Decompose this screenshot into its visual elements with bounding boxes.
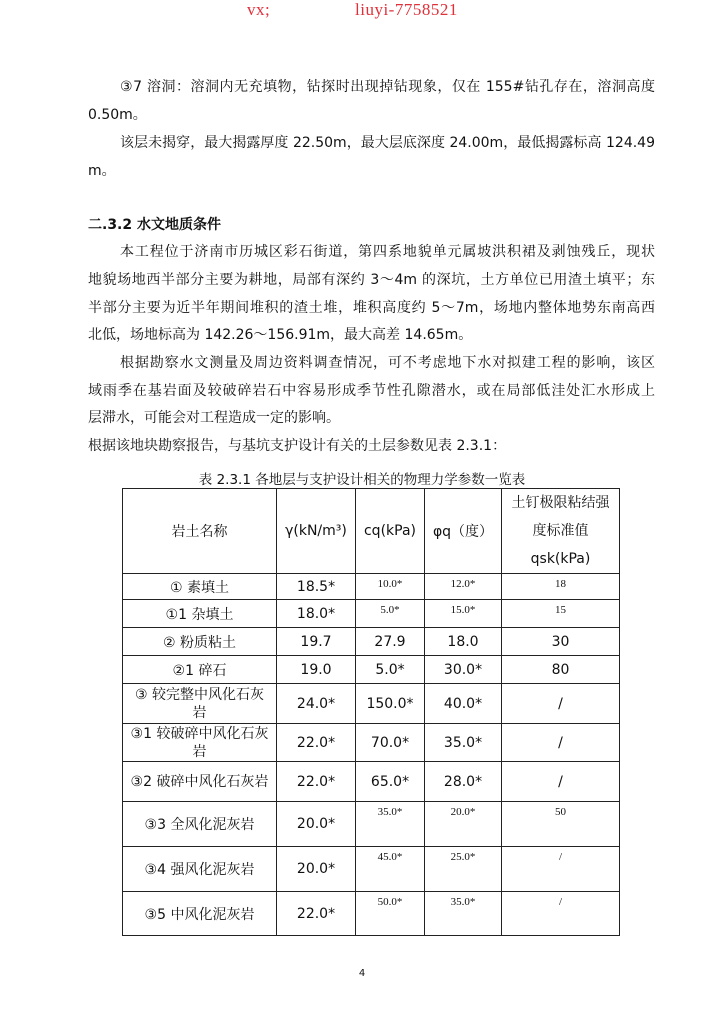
header-phi: φq（度） [425, 489, 502, 574]
cell-c: 150.0* [356, 684, 425, 724]
cell-phi: 18.0 [425, 628, 502, 656]
table-header-row [123, 489, 620, 574]
parameter-table [122, 488, 620, 936]
header-qsk [502, 489, 620, 574]
cell-phi: 28.0* [425, 762, 502, 802]
para-line: 0.50m。 [88, 107, 147, 123]
cell-name: ③4 强风化泥灰岩 [123, 847, 277, 892]
cell-name: ③1 较破碎中风化石灰岩 [123, 724, 277, 762]
cell-gamma: 19.0 [277, 656, 356, 684]
cell-c: 70.0* [356, 724, 425, 762]
cell-name: ③5 中风化泥灰岩 [123, 892, 277, 936]
cell-name: ② 粉质粘土 [123, 628, 277, 656]
cell-q: 80 [502, 656, 620, 684]
cell-q: / [502, 892, 620, 936]
intro-line: 根据该地块勘察报告，与基坑支护设计有关的土层参数见表 2.3.1： [88, 438, 507, 454]
page-number: 4 [358, 968, 366, 979]
body-line: 地貌场地西半部分主要为耕地，局部有深约 3～4m 的深坑，土方单位已用渣土填平；东 [88, 272, 655, 288]
cell-name: ①1 杂填土 [123, 600, 277, 628]
cell-name: ③3 全风化泥灰岩 [123, 802, 277, 847]
cell-phi: 30.0* [425, 656, 502, 684]
body-line: 半部分主要为近半年期间堆积的渣土堆，堆积高度约 5～7m，场地内整体地势东南高西 [88, 300, 655, 316]
body-line: 层滞水，可能会对工程造成一定的影响。 [88, 410, 340, 426]
table-row [123, 574, 620, 600]
cell-c: 50.0* [356, 892, 425, 936]
cell-gamma: 18.5* [277, 574, 356, 600]
body-line: 域雨季在基岩面及较破碎岩石中容易形成季节性孔隙潜水，或在局部低洼处汇水形成上 [88, 383, 655, 399]
table-row [123, 892, 620, 936]
cell-name: ① 素填土 [123, 574, 277, 600]
cell-q: / [502, 724, 620, 762]
header-qsk-line: 度标准值 [532, 523, 589, 539]
cell-name: ③ 较完整中风化石灰岩 [123, 684, 277, 724]
cell-gamma: 20.0* [277, 847, 356, 892]
cell-name: ③2 破碎中风化石灰岩 [123, 762, 277, 802]
table-row [123, 724, 620, 762]
header-qsk-line: qsk(kPa) [530, 551, 591, 567]
cell-c: 45.0* [356, 847, 425, 892]
body-line: 本工程位于济南市历城区彩石街道，第四系地貌单元属坡洪积裙及剥蚀残丘，现状 [120, 244, 655, 260]
cell-phi: 15.0* [425, 600, 502, 628]
cell-name: ②1 碎石 [123, 656, 277, 684]
cell-q: / [502, 684, 620, 724]
table-caption: 表 2.3.1 各地层与支护设计相关的物理力学参数一览表 [198, 472, 526, 488]
watermark-right: liuyi-7758521 [355, 0, 458, 19]
cell-phi: 40.0* [425, 684, 502, 724]
table-row [123, 600, 620, 628]
cell-gamma: 24.0* [277, 684, 356, 724]
cell-gamma: 20.0* [277, 802, 356, 847]
table-row [123, 628, 620, 656]
cell-gamma: 19.7 [277, 628, 356, 656]
section-heading: 二.3.2 水文地质条件 [88, 217, 221, 233]
header-qsk-line: 土钉极限粘结强 [511, 495, 610, 511]
cell-q: 15 [502, 600, 620, 628]
table-row [123, 847, 620, 892]
cell-c: 5.0* [356, 600, 425, 628]
cell-c: 10.0* [356, 574, 425, 600]
cell-phi: 35.0* [425, 892, 502, 936]
cell-q: / [502, 762, 620, 802]
cell-q: 18 [502, 574, 620, 600]
header-name: 岩土名称 [123, 489, 277, 574]
table-row [123, 802, 620, 847]
para-line: ③7 溶洞：溶洞内无充填物，钻探时出现掉钻现象，仅在 155#钻孔存在，溶洞高度 [120, 79, 655, 95]
cell-q: / [502, 847, 620, 892]
table-row [123, 684, 620, 724]
header-gamma: γ(kN/m³) [277, 489, 356, 574]
cell-gamma: 18.0* [277, 600, 356, 628]
cell-gamma: 22.0* [277, 892, 356, 936]
watermark-left: vx; [247, 0, 271, 19]
cell-gamma: 22.0* [277, 762, 356, 802]
table-row [123, 762, 620, 802]
cell-c: 35.0* [356, 802, 425, 847]
body-line: 北低，场地标高为 142.26～156.91m，最大高差 14.65m。 [88, 327, 473, 343]
cell-q: 50 [502, 802, 620, 847]
cell-phi: 12.0* [425, 574, 502, 600]
cell-phi: 20.0* [425, 802, 502, 847]
cell-phi: 25.0* [425, 847, 502, 892]
table-row [123, 656, 620, 684]
cell-phi: 35.0* [425, 724, 502, 762]
cell-c: 65.0* [356, 762, 425, 802]
cell-q: 30 [502, 628, 620, 656]
body-line: 根据勘察水文测量及周边资料调查情况，可不考虑地下水对拟建工程的影响，该区 [120, 355, 655, 371]
cell-c: 5.0* [356, 656, 425, 684]
cell-c: 27.9 [356, 628, 425, 656]
para-line: 该层未揭穿，最大揭露厚度 22.50m，最大层底深度 24.00m，最低揭露标高 124.49 [120, 135, 655, 151]
para-line: m。 [88, 163, 116, 179]
header-c: cq(kPa) [356, 489, 425, 574]
cell-gamma: 22.0* [277, 724, 356, 762]
